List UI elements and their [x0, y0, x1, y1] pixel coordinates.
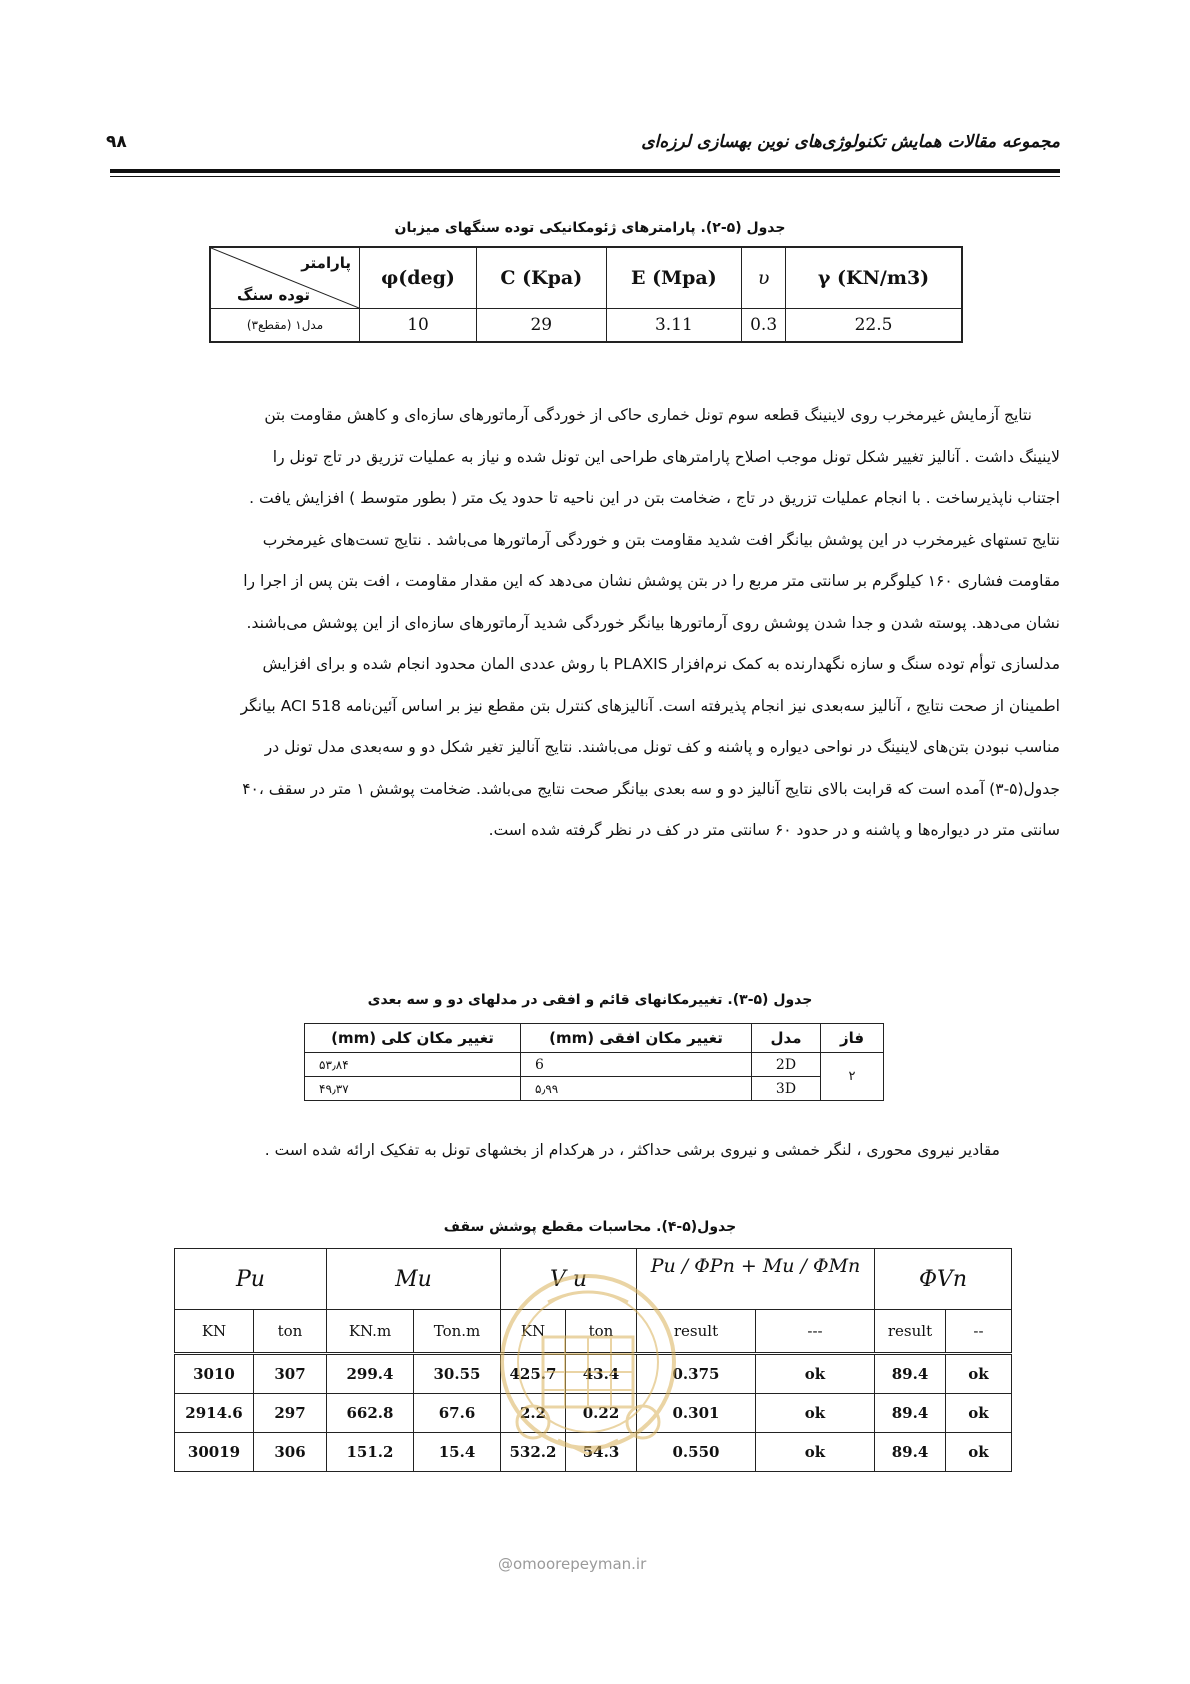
table3-cell: 151.2 — [327, 1433, 414, 1472]
corner-label-parameter: پارامتر — [301, 254, 351, 272]
table3-cell: 67.6 — [414, 1394, 501, 1433]
table2-phase-cell: ۲ — [821, 1053, 884, 1101]
table3-group-phivn: ΦVn — [875, 1249, 1012, 1310]
table3-cell: 0.22 — [566, 1394, 637, 1433]
table1-cell: 10 — [360, 309, 477, 343]
table1-header-nu: υ — [742, 247, 786, 309]
table3-cell: 0.301 — [637, 1394, 756, 1433]
table2-total-cell: ۴۹٫۳۷ — [305, 1077, 521, 1101]
table3-subheader: KN — [501, 1310, 566, 1354]
watermark-text: @omoorepeyman.ir — [498, 1555, 647, 1573]
table1-corner-cell — [210, 247, 360, 309]
table3-cell: 30.55 — [414, 1354, 501, 1394]
table2-model-cell: 2D — [752, 1053, 821, 1077]
table2-horizontal-cell: 6 — [521, 1053, 752, 1077]
table3-subheader: -- — [946, 1310, 1012, 1354]
table3-cell: 89.4 — [875, 1394, 946, 1433]
table3-cell: 425.7 — [501, 1354, 566, 1394]
journal-title: مجموعه مقالات همایش تکنولوژی‌های نوین بهسازی لرزه‌ای — [641, 132, 1060, 152]
paragraph-line: جدول(۵-۳) آمده است که قرابت بالای نتایج آنالیز دو و سه بعدی بیانگر صحت نتایج می‌باشد. ضخامت پوشش ۱ متر در سقف ،۴۰ — [242, 779, 1060, 798]
table3-cell: ok — [756, 1394, 875, 1433]
table3-caption: جدول(۵-۴). محاسبات مقطع پوشش سقف — [443, 1219, 737, 1235]
table3-subheader: result — [875, 1310, 946, 1354]
header-rule-thin — [110, 176, 1060, 177]
table3-cell: ok — [756, 1354, 875, 1394]
table3-group-interaction: Pu / ΦPn + Mu / ΦMn — [637, 1249, 875, 1310]
table3-cell: 307 — [254, 1354, 327, 1394]
table1-cell: 3.11 — [606, 309, 742, 343]
table3-cell: 297 — [254, 1394, 327, 1433]
body-paragraph — [140, 395, 1060, 852]
table1-cell: 29 — [477, 309, 607, 343]
table3-subheader: Ton.m — [414, 1310, 501, 1354]
table1-header-c: C (Kpa) — [477, 247, 607, 309]
watermark-seal-icon — [488, 1262, 688, 1472]
table3-cell: ok — [946, 1394, 1012, 1433]
table3-cell: 2.2 — [501, 1394, 566, 1433]
paragraph-line: مناسب نبودن بتن‌های لاینینگ در نواحی دیواره و پاشنه و کف تونل می‌باشند. نتایج آنالیز تغیر شکل دو و سه‌بعدی مدل تونل در — [264, 738, 1060, 756]
table3-group-pu: Pu — [175, 1249, 327, 1310]
table3-subheader: ton — [254, 1310, 327, 1354]
table1-cell: 0.3 — [742, 309, 786, 343]
body-sentence: مقادیر نیروی محوری ، لنگر خمشی و نیروی برشی حداکثر ، در هرکدام از بخشهای تونل به تفکیک ارائه شده است . — [264, 1141, 1000, 1159]
geomechanical-parameters-table — [209, 246, 963, 343]
page-number: ۹۸ — [106, 132, 127, 152]
table3-cell: 0.550 — [637, 1433, 756, 1472]
table3-subheader: --- — [756, 1310, 875, 1354]
table1-caption: جدول (۵-۲). پارامترهای ژئومکانیکی توده سنگهای میزبان — [394, 220, 786, 236]
table3-cell: 2914.6 — [175, 1394, 254, 1433]
page-header — [106, 128, 1060, 168]
corner-label-rockmass: توده سنگ — [237, 286, 311, 304]
table3-cell: 532.2 — [501, 1433, 566, 1472]
table3-cell: 15.4 — [414, 1433, 501, 1472]
table2-header-model: مدل — [752, 1024, 821, 1053]
paragraph-line: نتایج تستهای غیرمخرب در این پوشش بیانگر افت شدید مقاومت بتن و خوردگی آرماتورها می‌باشد . نتایج تست‌های غیرمخرب — [262, 530, 1060, 549]
table3-cell: 30019 — [175, 1433, 254, 1472]
table3-subheader: result — [637, 1310, 756, 1354]
table3-cell: 662.8 — [327, 1394, 414, 1433]
table3-cell: 306 — [254, 1433, 327, 1472]
table3-cell: 0.375 — [637, 1354, 756, 1394]
table3-subheader: KN.m — [327, 1310, 414, 1354]
paragraph-line: مقاومت فشاری ۱۶۰ کیلوگرم بر سانتی متر مربع را در بتن پوشش نشان می‌دهد که این مقدار مقاومت ، افت بتن پس از اجرا را — [243, 572, 1060, 590]
table3-group-mu: Mu — [327, 1249, 501, 1310]
table2-total-cell: ۵۳٫۸۴ — [305, 1053, 521, 1077]
paragraph-line: سانتی متر در دیواره‌ها و پاشنه و در حدود ۶۰ سانتی متر در کف در نظر گرفته شده است. — [488, 821, 1060, 839]
table3-cell: ok — [946, 1354, 1012, 1394]
table3-cell: 54.3 — [566, 1433, 637, 1472]
table3-cell: ok — [756, 1433, 875, 1472]
paragraph-line: مدلسازی توأم توده سنگ و سازه نگهدارنده به کمک نرم‌افزار PLAXIS با روش عددی المان محدود انجام شده و برای افزایش — [262, 655, 1060, 673]
table3-cell: 43.4 — [566, 1354, 637, 1394]
displacement-table — [304, 1023, 884, 1101]
table2-header-phase: فاز — [821, 1024, 884, 1053]
table3-cell: ok — [946, 1433, 1012, 1472]
table2-horizontal-cell: ۵٫۹۹ — [521, 1077, 752, 1101]
table2-model-cell: 3D — [752, 1077, 821, 1101]
table3-subheader: KN — [175, 1310, 254, 1354]
table3-subheader: ton — [566, 1310, 637, 1354]
table2-header-horizontal: تغییر مکان افقی (mm) — [521, 1024, 752, 1053]
paragraph-line: نتایج آزمایش غیرمخرب روی لاینینگ قطعه سوم تونل خماری حاکی از خوردگی آرماتورهای سازه‌ای و کاهش مقاومت بتن — [264, 406, 1032, 424]
paragraph-line: لاینینگ داشت . آنالیز تغییر شکل تونل موجب اصلاح پارامترهای طراحی این تونل شده و نیاز به عملیات تزریق در تاج تونل را — [272, 447, 1060, 466]
table1-cell: 22.5 — [786, 309, 962, 343]
paragraph-line: اطمینان از صحت نتایج ، آنالیز سه‌بعدی نیز انجام پذیرفته است. آنالیزهای کنترل بتن مقطع نیز بر اساس آئین‌نامه ACI 518 بیانگر — [240, 696, 1060, 715]
paragraph-line: اجتناب ناپذیرساخت . با انجام عملیات تزریق در تاج ، ضخامت بتن در این ناحیه تا حدود یک متر ( بطور متوسط ) افزایش یافت . — [249, 489, 1060, 507]
table3-cell: 299.4 — [327, 1354, 414, 1394]
table3-cell: 89.4 — [875, 1354, 946, 1394]
table2-header-total: تغییر مکان کلی (mm) — [305, 1024, 521, 1053]
table1-header-phi: φ(deg) — [360, 247, 477, 309]
table3-cell: 89.4 — [875, 1433, 946, 1472]
table3-group-vu: V u — [501, 1249, 637, 1310]
table1-row-label: مدل۱ (مقطع۳) — [210, 309, 360, 343]
paragraph-line: نشان می‌دهد. پوسته شدن و جدا شدن پوشش روی آرماتورها بیانگر خوردگی شدید آرماتورهای سازه‌ای از این پوشش می‌باشند. — [246, 613, 1060, 632]
table1-header-gamma: γ (KN/m3) — [786, 247, 962, 309]
table1-header-e: E (Mpa) — [606, 247, 742, 309]
table2-caption: جدول (۵-۳). تغییرمکانهای قائم و افقی در مدلهای دو و سه بعدی — [367, 992, 813, 1008]
header-rule-thick — [110, 169, 1060, 173]
table3-cell: 3010 — [175, 1354, 254, 1394]
